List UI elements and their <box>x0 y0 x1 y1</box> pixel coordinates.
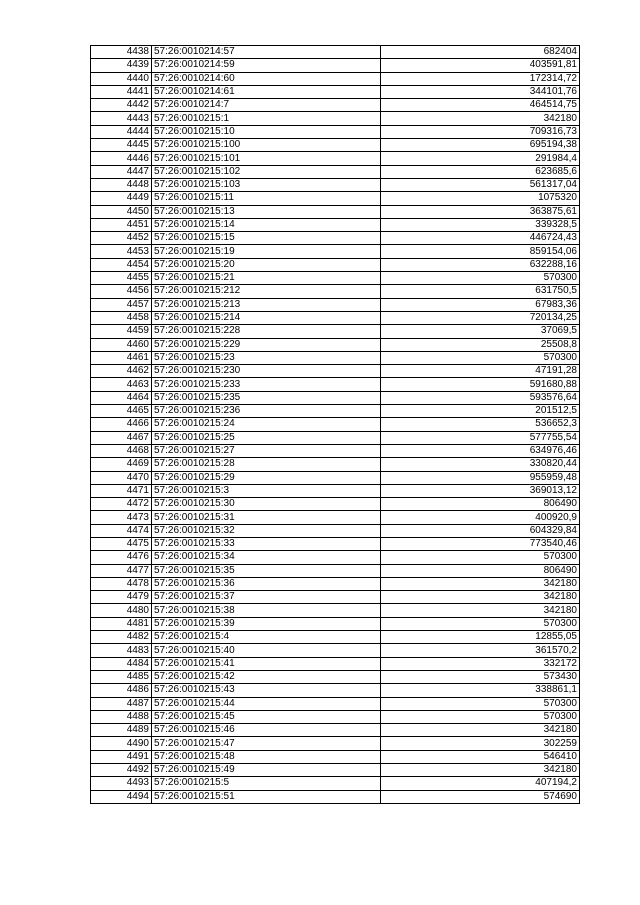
table-row <box>91 697 580 710</box>
table-row <box>91 178 580 191</box>
cadastral-number-cell: 57:26:0010215:102 <box>152 165 381 178</box>
row-number-cell: 4471 <box>91 484 152 497</box>
row-number-cell: 4492 <box>91 764 152 777</box>
cadastral-number-cell: 57:26:0010215:49 <box>152 764 381 777</box>
cadastral-value-cell: 720134,25 <box>381 311 580 324</box>
cadastral-number-cell: 57:26:0010215:40 <box>152 644 381 657</box>
row-number-cell: 4463 <box>91 378 152 391</box>
row-number-cell: 4491 <box>91 750 152 763</box>
row-number-cell: 4493 <box>91 777 152 790</box>
row-number-cell: 4467 <box>91 431 152 444</box>
row-number-cell: 4438 <box>91 46 152 59</box>
row-number-cell: 4440 <box>91 72 152 85</box>
table-row <box>91 511 580 524</box>
table-row <box>91 617 580 630</box>
row-number-cell: 4462 <box>91 365 152 378</box>
cadastral-value-cell: 570300 <box>381 710 580 723</box>
table-row <box>91 218 580 231</box>
cadastral-number-cell: 57:26:0010215:48 <box>152 750 381 763</box>
row-number-cell: 4446 <box>91 152 152 165</box>
table-row <box>91 737 580 750</box>
cadastral-value-cell: 361570,2 <box>381 644 580 657</box>
cadastral-number-cell: 57:26:0010215:100 <box>152 139 381 152</box>
table-row <box>91 458 580 471</box>
table-row <box>91 564 580 577</box>
cadastral-value-cell: 342180 <box>381 764 580 777</box>
cadastral-number-cell: 57:26:0010215:24 <box>152 418 381 431</box>
table-row <box>91 311 580 324</box>
row-number-cell: 4452 <box>91 232 152 245</box>
cadastral-value-cell: 806490 <box>381 498 580 511</box>
cadastral-value-cell: 342180 <box>381 724 580 737</box>
cadastral-value-cell: 631750,5 <box>381 285 580 298</box>
row-number-cell: 4449 <box>91 192 152 205</box>
row-number-cell: 4443 <box>91 112 152 125</box>
cadastral-value-cell: 201512,5 <box>381 405 580 418</box>
cadastral-value-cell: 682404 <box>381 46 580 59</box>
table-row <box>91 338 580 351</box>
table-row <box>91 152 580 165</box>
cadastral-value-cell: 695194,38 <box>381 139 580 152</box>
cadastral-number-cell: 57:26:0010214:7 <box>152 99 381 112</box>
row-number-cell: 4457 <box>91 298 152 311</box>
cadastral-number-cell: 57:26:0010215:15 <box>152 232 381 245</box>
table-row <box>91 644 580 657</box>
row-number-cell: 4476 <box>91 551 152 564</box>
row-number-cell: 4441 <box>91 85 152 98</box>
cadastral-number-cell: 57:26:0010215:11 <box>152 192 381 205</box>
row-number-cell: 4474 <box>91 524 152 537</box>
cadastral-value-cell: 570300 <box>381 272 580 285</box>
cadastral-number-cell: 57:26:0010215:213 <box>152 298 381 311</box>
table-row <box>91 391 580 404</box>
row-number-cell: 4489 <box>91 724 152 737</box>
table-row <box>91 205 580 218</box>
row-number-cell: 4447 <box>91 165 152 178</box>
table-row <box>91 405 580 418</box>
cadastral-value-cell: 773540,46 <box>381 537 580 550</box>
cadastral-value-cell: 342180 <box>381 112 580 125</box>
cadastral-number-cell: 57:26:0010215:25 <box>152 431 381 444</box>
cadastral-number-cell: 57:26:0010214:61 <box>152 85 381 98</box>
cadastral-value-cell: 342180 <box>381 604 580 617</box>
row-number-cell: 4485 <box>91 670 152 683</box>
row-number-cell: 4445 <box>91 139 152 152</box>
cadastral-number-cell: 57:26:0010215:228 <box>152 325 381 338</box>
cadastral-number-cell: 57:26:0010215:3 <box>152 484 381 497</box>
cadastral-value-cell: 291984,4 <box>381 152 580 165</box>
table-row <box>91 764 580 777</box>
row-number-cell: 4466 <box>91 418 152 431</box>
row-number-cell: 4444 <box>91 125 152 138</box>
cadastral-number-cell: 57:26:0010215:235 <box>152 391 381 404</box>
table-row <box>91 378 580 391</box>
cadastral-number-cell: 57:26:0010215:51 <box>152 790 381 803</box>
table-row <box>91 365 580 378</box>
cadastral-number-cell: 57:26:0010215:28 <box>152 458 381 471</box>
table-row <box>91 232 580 245</box>
row-number-cell: 4478 <box>91 577 152 590</box>
table-row <box>91 285 580 298</box>
table-body <box>91 46 580 804</box>
cadastral-number-cell: 57:26:0010215:214 <box>152 311 381 324</box>
table-row <box>91 750 580 763</box>
table-row <box>91 139 580 152</box>
cadastral-number-cell: 57:26:0010215:36 <box>152 577 381 590</box>
cadastral-number-cell: 57:26:0010215:47 <box>152 737 381 750</box>
cadastral-number-cell: 57:26:0010214:57 <box>152 46 381 59</box>
cadastral-value-cell: 25508,8 <box>381 338 580 351</box>
cadastral-value-cell: 363875,61 <box>381 205 580 218</box>
cadastral-value-cell: 623685,6 <box>381 165 580 178</box>
cadastral-number-cell: 57:26:0010215:39 <box>152 617 381 630</box>
row-number-cell: 4484 <box>91 657 152 670</box>
table-row <box>91 724 580 737</box>
cadastral-number-cell: 57:26:0010215:38 <box>152 604 381 617</box>
table-row <box>91 99 580 112</box>
cadastral-value-cell: 342180 <box>381 591 580 604</box>
table-row <box>91 85 580 98</box>
cadastral-value-cell: 604329,84 <box>381 524 580 537</box>
cadastral-number-cell: 57:26:0010215:37 <box>152 591 381 604</box>
table-row <box>91 777 580 790</box>
row-number-cell: 4451 <box>91 218 152 231</box>
table-row <box>91 790 580 803</box>
table-row <box>91 72 580 85</box>
cadastral-number-cell: 57:26:0010215:46 <box>152 724 381 737</box>
cadastral-number-cell: 57:26:0010215:10 <box>152 125 381 138</box>
cadastral-value-cell: 338861,1 <box>381 684 580 697</box>
cadastral-number-cell: 57:26:0010215:236 <box>152 405 381 418</box>
cadastral-number-cell: 57:26:0010215:34 <box>152 551 381 564</box>
table-row <box>91 657 580 670</box>
cadastral-value-cell: 632288,16 <box>381 258 580 271</box>
table-row <box>91 298 580 311</box>
row-number-cell: 4470 <box>91 471 152 484</box>
row-number-cell: 4448 <box>91 178 152 191</box>
row-number-cell: 4460 <box>91 338 152 351</box>
cadastral-value-cell: 570300 <box>381 551 580 564</box>
cadastral-value-cell: 342180 <box>381 577 580 590</box>
table-row <box>91 245 580 258</box>
row-number-cell: 4473 <box>91 511 152 524</box>
cadastral-value-cell: 561317,04 <box>381 178 580 191</box>
row-number-cell: 4494 <box>91 790 152 803</box>
cadastral-value-cell: 369013,12 <box>381 484 580 497</box>
cadastral-number-cell: 57:26:0010215:44 <box>152 697 381 710</box>
cadastral-number-cell: 57:26:0010214:60 <box>152 72 381 85</box>
cadastral-value-cell: 859154,06 <box>381 245 580 258</box>
cadastral-number-cell: 57:26:0010215:41 <box>152 657 381 670</box>
table-row <box>91 112 580 125</box>
row-number-cell: 4479 <box>91 591 152 604</box>
cadastral-value-cell: 344101,76 <box>381 85 580 98</box>
table-row <box>91 524 580 537</box>
row-number-cell: 4469 <box>91 458 152 471</box>
cadastral-value-cell: 47191,28 <box>381 365 580 378</box>
table-row <box>91 484 580 497</box>
row-number-cell: 4468 <box>91 444 152 457</box>
row-number-cell: 4488 <box>91 710 152 723</box>
table-row <box>91 498 580 511</box>
cadastral-number-cell: 57:26:0010215:20 <box>152 258 381 271</box>
cadastral-number-cell: 57:26:0010215:103 <box>152 178 381 191</box>
cadastral-value-cell: 302259 <box>381 737 580 750</box>
cadastral-value-cell: 12855,05 <box>381 631 580 644</box>
cadastral-number-cell: 57:26:0010215:19 <box>152 245 381 258</box>
table-row <box>91 59 580 72</box>
row-number-cell: 4472 <box>91 498 152 511</box>
cadastral-value-cell: 709316,73 <box>381 125 580 138</box>
cadastral-value-table <box>90 45 580 804</box>
row-number-cell: 4465 <box>91 405 152 418</box>
table-row <box>91 670 580 683</box>
cadastral-value-cell: 67983,36 <box>381 298 580 311</box>
row-number-cell: 4475 <box>91 537 152 550</box>
cadastral-number-cell: 57:26:0010215:43 <box>152 684 381 697</box>
cadastral-number-cell: 57:26:0010215:13 <box>152 205 381 218</box>
cadastral-value-cell: 403591,81 <box>381 59 580 72</box>
table-row <box>91 351 580 364</box>
cadastral-value-cell: 339328,5 <box>381 218 580 231</box>
row-number-cell: 4487 <box>91 697 152 710</box>
table-row <box>91 418 580 431</box>
cadastral-number-cell: 57:26:0010215:1 <box>152 112 381 125</box>
cadastral-value-cell: 573430 <box>381 670 580 683</box>
cadastral-number-cell: 57:26:0010215:233 <box>152 378 381 391</box>
table-row <box>91 46 580 59</box>
cadastral-value-cell: 546410 <box>381 750 580 763</box>
cadastral-number-cell: 57:26:0010215:33 <box>152 537 381 550</box>
cadastral-number-cell: 57:26:0010215:14 <box>152 218 381 231</box>
cadastral-number-cell: 57:26:0010215:27 <box>152 444 381 457</box>
cadastral-value-cell: 634976,46 <box>381 444 580 457</box>
cadastral-number-cell: 57:26:0010215:4 <box>152 631 381 644</box>
row-number-cell: 4459 <box>91 325 152 338</box>
cadastral-value-cell: 570300 <box>381 617 580 630</box>
cadastral-value-cell: 446724,43 <box>381 232 580 245</box>
table-row <box>91 258 580 271</box>
row-number-cell: 4454 <box>91 258 152 271</box>
cadastral-number-cell: 57:26:0010215:23 <box>152 351 381 364</box>
row-number-cell: 4477 <box>91 564 152 577</box>
cadastral-value-cell: 806490 <box>381 564 580 577</box>
cadastral-value-cell: 407194,2 <box>381 777 580 790</box>
table-row <box>91 710 580 723</box>
cadastral-number-cell: 57:26:0010215:32 <box>152 524 381 537</box>
row-number-cell: 4439 <box>91 59 152 72</box>
cadastral-value-cell: 574690 <box>381 790 580 803</box>
table-row <box>91 272 580 285</box>
cadastral-number-cell: 57:26:0010215:30 <box>152 498 381 511</box>
table-row <box>91 165 580 178</box>
cadastral-value-cell: 591680,88 <box>381 378 580 391</box>
table-row <box>91 577 580 590</box>
table-row <box>91 537 580 550</box>
table-row <box>91 431 580 444</box>
row-number-cell: 4480 <box>91 604 152 617</box>
cadastral-value-cell: 536652,3 <box>381 418 580 431</box>
row-number-cell: 4483 <box>91 644 152 657</box>
cadastral-value-cell: 1075320 <box>381 192 580 205</box>
table-row <box>91 125 580 138</box>
row-number-cell: 4481 <box>91 617 152 630</box>
row-number-cell: 4486 <box>91 684 152 697</box>
row-number-cell: 4464 <box>91 391 152 404</box>
row-number-cell: 4455 <box>91 272 152 285</box>
cadastral-number-cell: 57:26:0010215:5 <box>152 777 381 790</box>
table-row <box>91 604 580 617</box>
row-number-cell: 4458 <box>91 311 152 324</box>
cadastral-number-cell: 57:26:0010215:45 <box>152 710 381 723</box>
cadastral-number-cell: 57:26:0010215:42 <box>152 670 381 683</box>
row-number-cell: 4456 <box>91 285 152 298</box>
cadastral-value-cell: 955959,48 <box>381 471 580 484</box>
table-row <box>91 444 580 457</box>
row-number-cell: 4461 <box>91 351 152 364</box>
row-number-cell: 4442 <box>91 99 152 112</box>
cadastral-value-cell: 37069,5 <box>381 325 580 338</box>
cadastral-value-cell: 577755,54 <box>381 431 580 444</box>
table-row <box>91 631 580 644</box>
cadastral-number-cell: 57:26:0010215:29 <box>152 471 381 484</box>
cadastral-number-cell: 57:26:0010214:59 <box>152 59 381 72</box>
cadastral-number-cell: 57:26:0010215:230 <box>152 365 381 378</box>
row-number-cell: 4482 <box>91 631 152 644</box>
table-row <box>91 471 580 484</box>
table-row <box>91 551 580 564</box>
cadastral-value-cell: 570300 <box>381 697 580 710</box>
cadastral-value-cell: 570300 <box>381 351 580 364</box>
table-row <box>91 325 580 338</box>
row-number-cell: 4450 <box>91 205 152 218</box>
cadastral-number-cell: 57:26:0010215:101 <box>152 152 381 165</box>
table-row <box>91 192 580 205</box>
cadastral-value-cell: 172314,72 <box>381 72 580 85</box>
table-row <box>91 591 580 604</box>
cadastral-value-cell: 464514,75 <box>381 99 580 112</box>
cadastral-number-cell: 57:26:0010215:35 <box>152 564 381 577</box>
cadastral-value-cell: 400920,9 <box>381 511 580 524</box>
table-row <box>91 684 580 697</box>
row-number-cell: 4490 <box>91 737 152 750</box>
cadastral-number-cell: 57:26:0010215:31 <box>152 511 381 524</box>
row-number-cell: 4453 <box>91 245 152 258</box>
cadastral-number-cell: 57:26:0010215:21 <box>152 272 381 285</box>
cadastral-value-cell: 332172 <box>381 657 580 670</box>
cadastral-number-cell: 57:26:0010215:212 <box>152 285 381 298</box>
cadastral-value-cell: 330820,44 <box>381 458 580 471</box>
cadastral-number-cell: 57:26:0010215:229 <box>152 338 381 351</box>
cadastral-value-cell: 593576,64 <box>381 391 580 404</box>
